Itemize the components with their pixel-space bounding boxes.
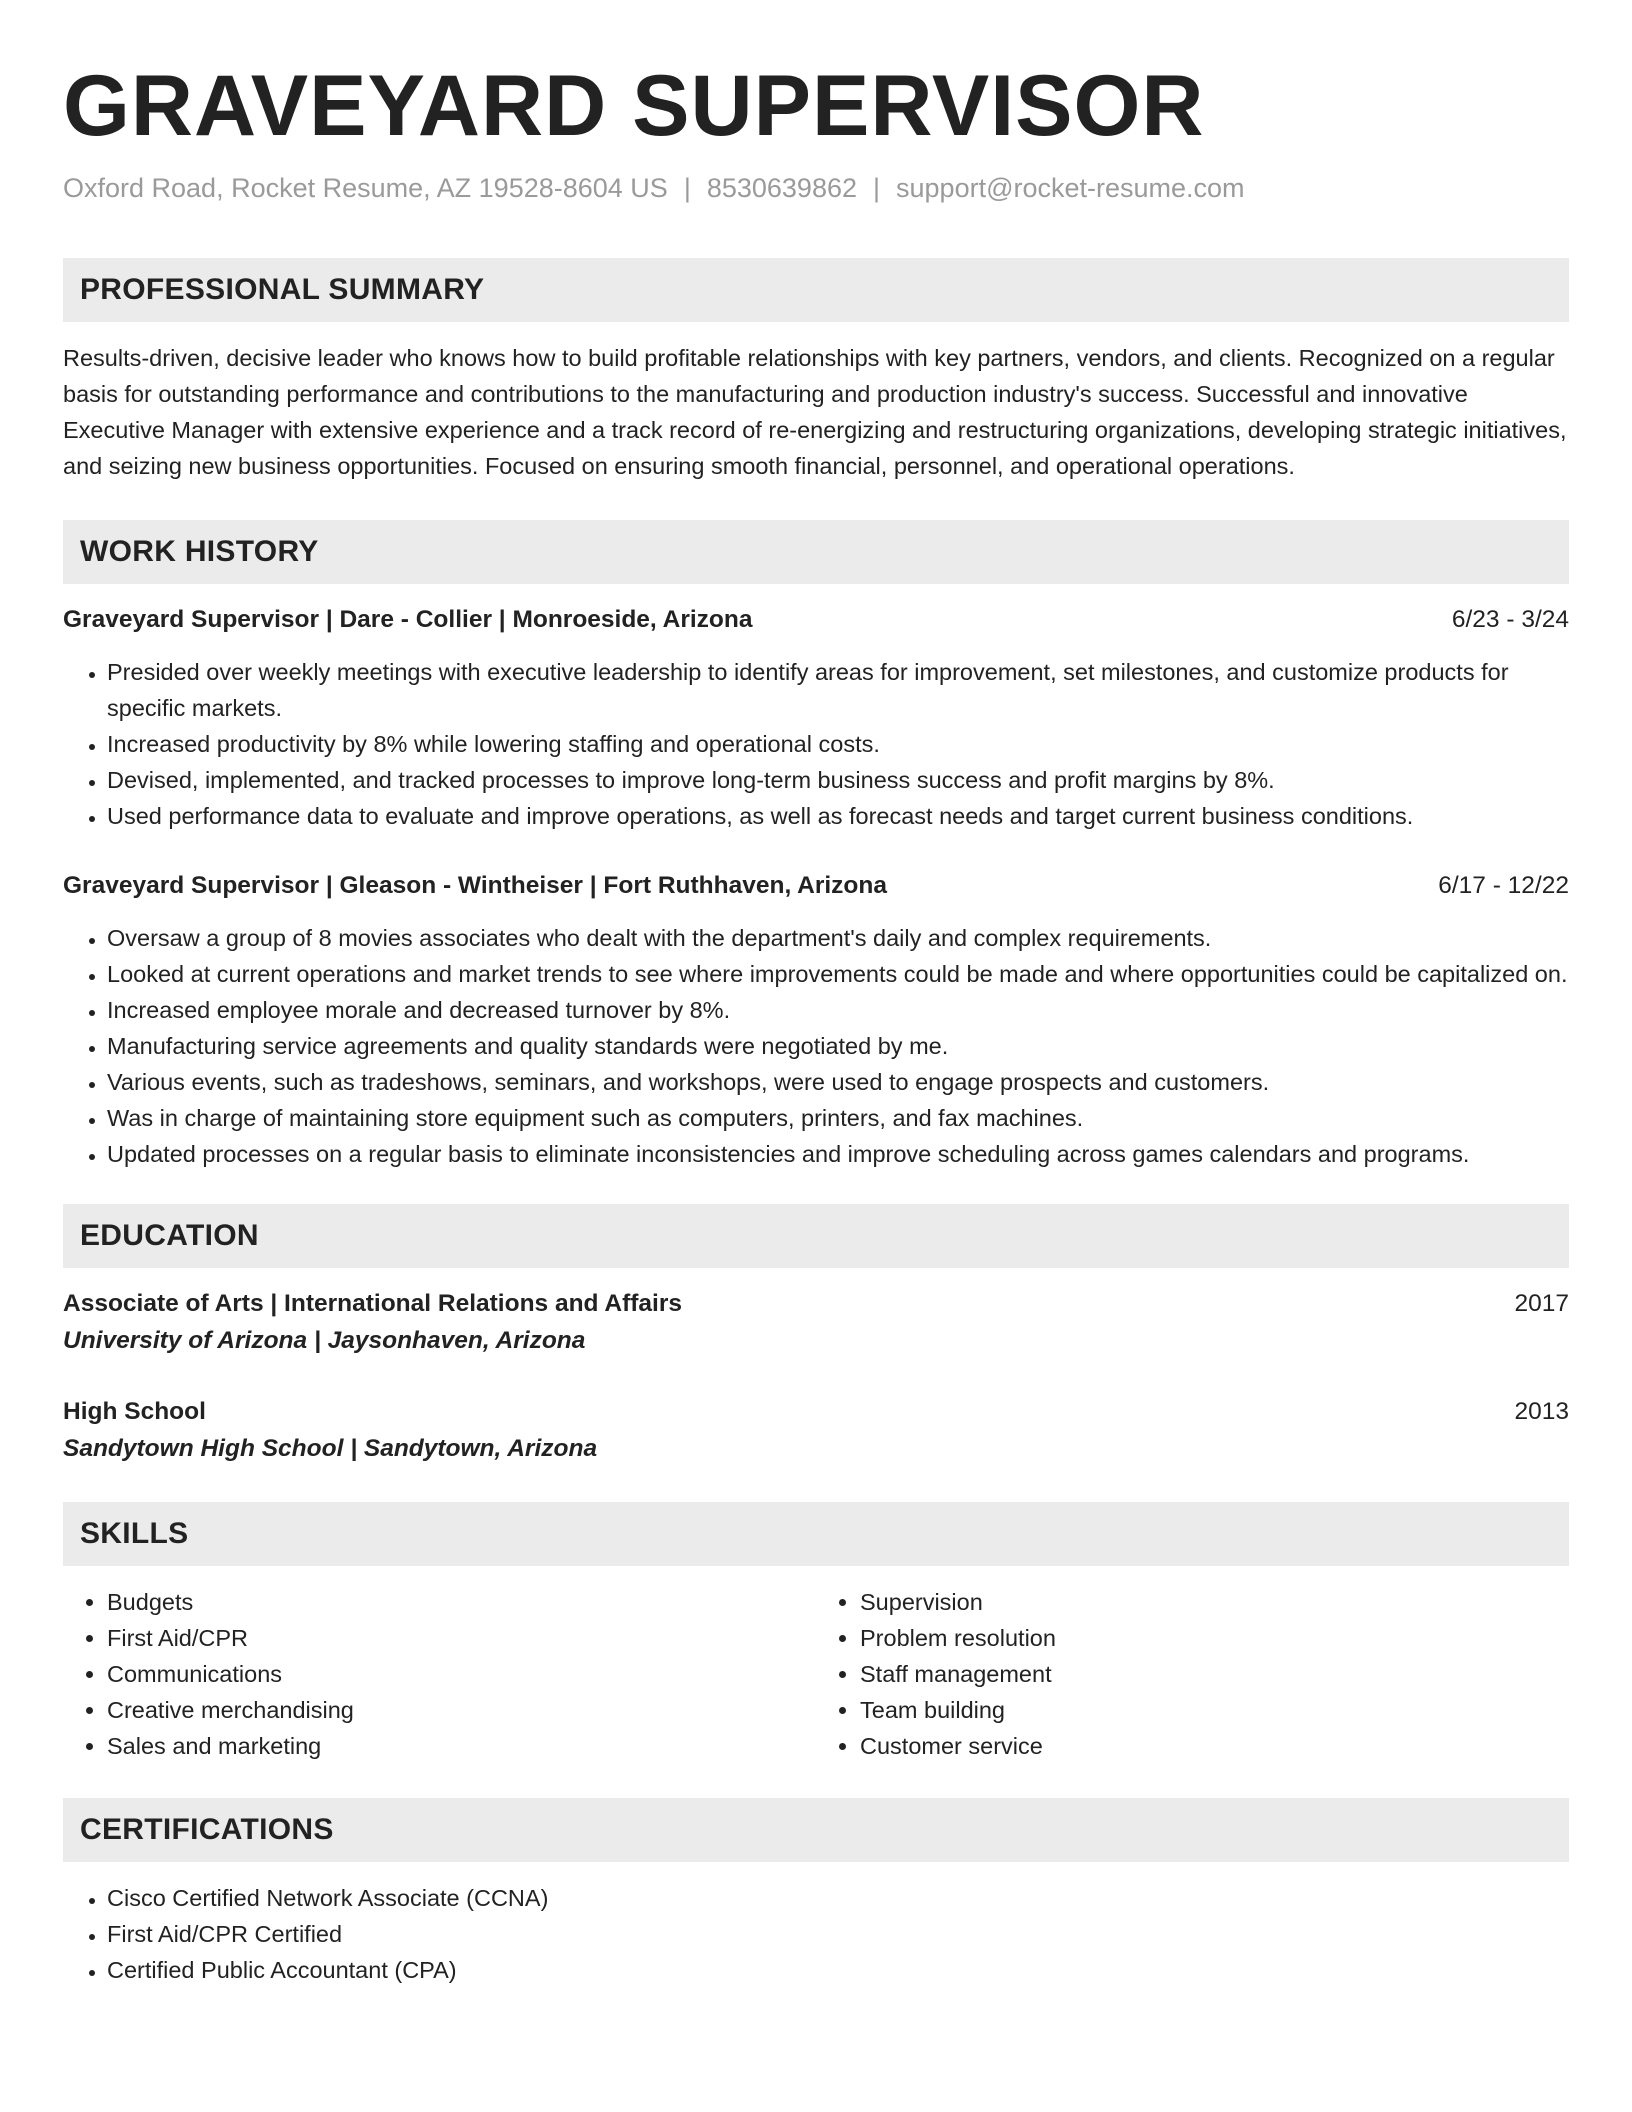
certification-item: • First Aid/CPR Certified	[107, 1916, 1569, 1952]
skill-item: • Budgets	[107, 1584, 816, 1620]
contact-email: support@rocket-resume.com	[896, 173, 1245, 203]
contact-address: Oxford Road, Rocket Resume, AZ 19528-8604 US	[63, 173, 668, 203]
job-bullet: • Looked at current operations and market trends to see where improvements could be made and where opportunities could be capitalized on.	[107, 956, 1569, 992]
resume-name: GRAVEYARD SUPERVISOR	[63, 58, 1205, 154]
certification-item: • Certified Public Accountant (CPA)	[107, 1952, 1569, 1988]
job-bullet: • Manufacturing service agreements and quality standards were negotiated by me.	[107, 1028, 1569, 1064]
skills-list	[63, 1584, 1569, 1764]
education-year: 2017	[1514, 1290, 1569, 1317]
contact-separator: |	[683, 173, 691, 203]
contact-line	[63, 170, 1569, 206]
certifications-list	[63, 1880, 1569, 1988]
skills-heading: SKILLS	[63, 1502, 1569, 1566]
job-bullet: • Various events, such as tradeshows, seminars, and workshops, were used to engage prospects and customers.	[107, 1064, 1569, 1100]
skill-item: • Creative merchandising	[107, 1692, 816, 1728]
skill-item: • Problem resolution	[860, 1620, 1569, 1656]
job-dates: 6/23 - 3/24	[1451, 606, 1569, 633]
summary-heading: PROFESSIONAL SUMMARY	[63, 258, 1569, 322]
skill-item: • Supervision	[860, 1584, 1569, 1620]
certifications-heading: CERTIFICATIONS	[63, 1798, 1569, 1862]
education-entry	[63, 1394, 1569, 1468]
job-bullet: • Devised, implemented, and tracked processes to improve long-term business success and profit margins by 8%.	[107, 762, 1569, 798]
job-bullets	[63, 920, 1569, 1172]
skill-item: • Customer service	[860, 1728, 1569, 1764]
education-header	[63, 1286, 1569, 1322]
job-title: Graveyard Supervisor | Dare - Collier | Monroeside, Arizona	[63, 606, 753, 633]
job-entry	[63, 602, 1569, 834]
job-header	[63, 868, 1569, 904]
education-entry	[63, 1286, 1569, 1360]
job-dates: 6/17 - 12/22	[1438, 872, 1569, 899]
degree: High School	[63, 1398, 206, 1425]
skill-item: • Staff management	[860, 1656, 1569, 1692]
job-title: Graveyard Supervisor | Gleason - Wintheiser | Fort Ruthhaven, Arizona	[63, 872, 887, 899]
job-bullet: • Updated processes on a regular basis to eliminate inconsistencies and improve scheduling across games calendars and programs.	[107, 1136, 1569, 1172]
job-bullet: • Increased productivity by 8% while lowering staffing and operational costs.	[107, 726, 1569, 762]
job-bullet: • Used performance data to evaluate and improve operations, as well as forecast needs and target current business conditions.	[107, 798, 1569, 834]
job-entry	[63, 868, 1569, 1172]
job-bullet: • Oversaw a group of 8 movies associates who dealt with the department's daily and complex requirements.	[107, 920, 1569, 956]
skills-column-left	[63, 1584, 816, 1764]
skill-item: • Sales and marketing	[107, 1728, 816, 1764]
job-bullet: • Was in charge of maintaining store equipment such as computers, printers, and fax machines.	[107, 1100, 1569, 1136]
job-header	[63, 602, 1569, 638]
education-heading: EDUCATION	[63, 1204, 1569, 1268]
job-bullet: • Increased employee morale and decreased turnover by 8%.	[107, 992, 1569, 1028]
education-year: 2013	[1514, 1398, 1569, 1425]
school: Sandytown High School | Sandytown, Arizona	[63, 1435, 598, 1462]
summary-text: Results-driven, decisive leader who knows how to build profitable relationships with key partners, vendors, and clients. Recognized on a regular basis for outstanding performance and contributions to the manufacturing and production industry's success. Successful and innovative Executive Manager with extensive experience and a track record of re-energizing and restructuring organizations, developing strategic initiatives, and seizing new business opportunities. Focused on ensuring smooth financial, personnel, and operational operations.	[63, 345, 1567, 479]
skill-item: • First Aid/CPR	[107, 1620, 816, 1656]
skill-item: • Communications	[107, 1656, 816, 1692]
job-bullet: • Presided over weekly meetings with executive leadership to identify areas for improvement, set milestones, and customize products for specific markets.	[107, 654, 1569, 726]
contact-phone: 8530639862	[706, 173, 857, 203]
skill-item: • Team building	[860, 1692, 1569, 1728]
school: University of Arizona | Jaysonhaven, Arizona	[63, 1327, 586, 1354]
skills-column-right	[816, 1584, 1569, 1764]
education-header	[63, 1394, 1569, 1430]
work-history-heading: WORK HISTORY	[63, 520, 1569, 584]
degree: Associate of Arts | International Relations and Affairs	[63, 1290, 683, 1317]
contact-separator: |	[873, 173, 881, 203]
job-bullets	[63, 654, 1569, 834]
certification-item: • Cisco Certified Network Associate (CCNA)	[107, 1880, 1569, 1916]
